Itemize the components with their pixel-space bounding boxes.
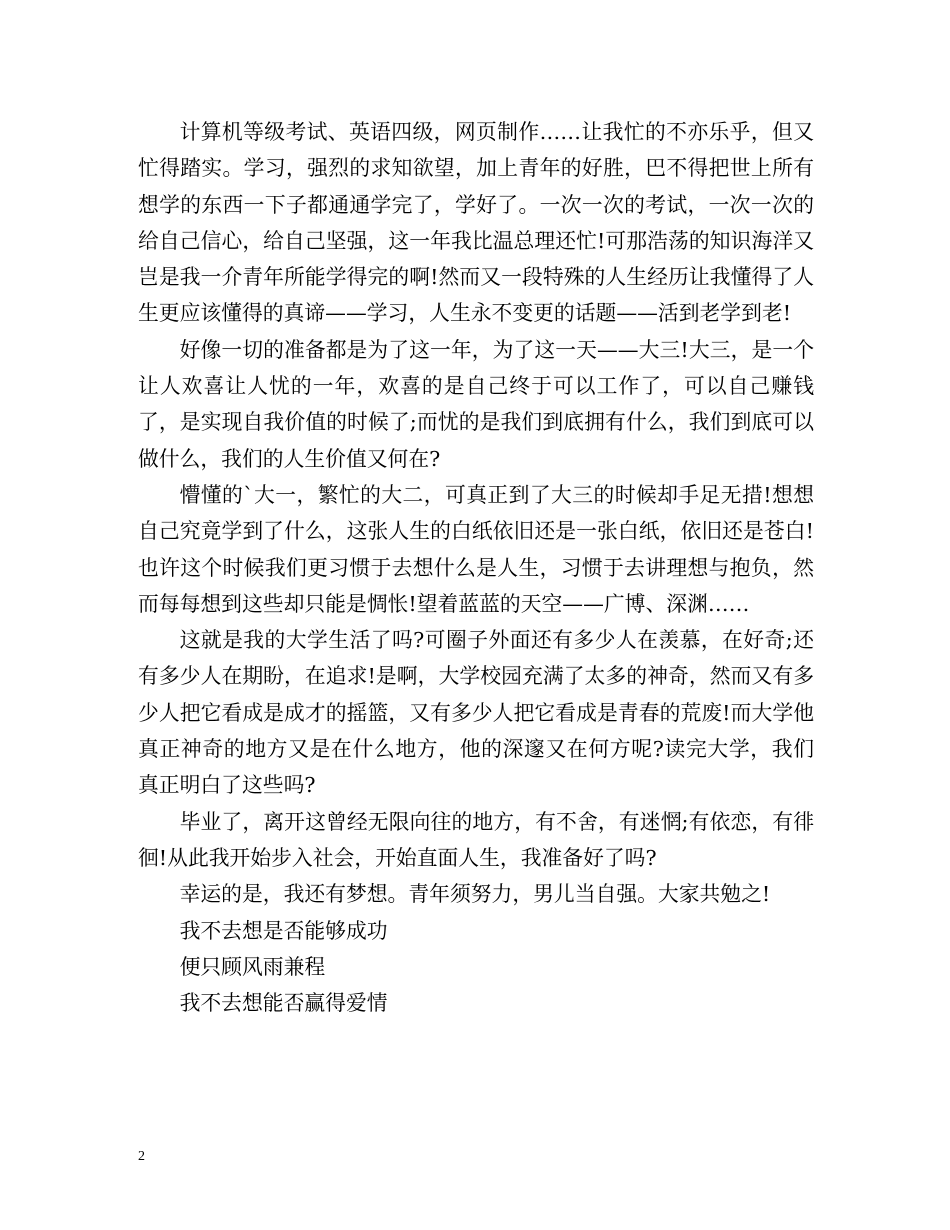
- body-text: [138, 114, 814, 1021]
- poem-line-2: 便只顾风雨兼程: [179, 954, 326, 979]
- paragraph-1: 计算机等级考试、英语四级，网页制作……让我忙的不亦乐乎，但又忙得踏实。学习，强烈的求知欲望，加上青年的好胜，巴不得把世上所有想学的东西一下子都通通学完了，学好了。一次一次的考试，一次一次的给自己信心，给自己坚强，这一年我比温总理还忙!可那浩荡的知识海洋又岂是我一介青年所能学得完的啊!然而又一段特殊的人生经历让我懂得了人生更应该懂得的真谛——学习，人生永不变更的话题——活到老学到老!: [138, 120, 814, 326]
- poem-line-3: 我不去想能否赢得爱情: [179, 991, 388, 1016]
- poem-line-1: 我不去想是否能够成功: [179, 918, 388, 943]
- paragraph-5: 毕业了，离开这曾经无限向往的地方，有不舍，有迷惘;有依恋，有徘徊!从此我开始步入社会，开始直面人生，我准备好了吗?: [138, 809, 814, 870]
- paragraph-6: 幸运的是，我还有梦想。青年须努力，男儿当自强。大家共勉之!: [179, 882, 771, 907]
- page-number: 2: [138, 1149, 145, 1164]
- paragraph-2: 好像一切的准备都是为了这一年，为了这一天——大三!大三，是一个让人欢喜让人忧的一年，欢喜的是自己终于可以工作了，可以自己赚钱了，是实现自我价值的时候了;而忧的是我们到底拥有什么，我们到底可以做什么，我们的人生价值又何在?: [138, 337, 814, 471]
- paragraph-3: 懵懂的`大一，繁忙的大二，可真正到了大三的时候却手足无措!想想自己究竟学到了什么，这张人生的白纸依旧还是一张白纸，依旧还是苍白!也许这个时候我们更习惯于去想什么是人生，习惯于去讲理想与抱负，然而每每想到这些却只能是惆怅!望着蓝蓝的天空——广博、深渊……: [138, 482, 814, 616]
- paragraph-4: 这就是我的大学生活了吗?可圈子外面还有多少人在羡慕，在好奇;还有多少人在期盼，在追求!是啊，大学校园充满了太多的神奇，然而又有多少人把它看成是成才的摇篮，又有多少人把它看成是青春的荒废!而大学他真正神奇的地方又是在什么地方，他的深邃又在何方呢?读完大学，我们真正明白了这些吗?: [138, 628, 814, 798]
